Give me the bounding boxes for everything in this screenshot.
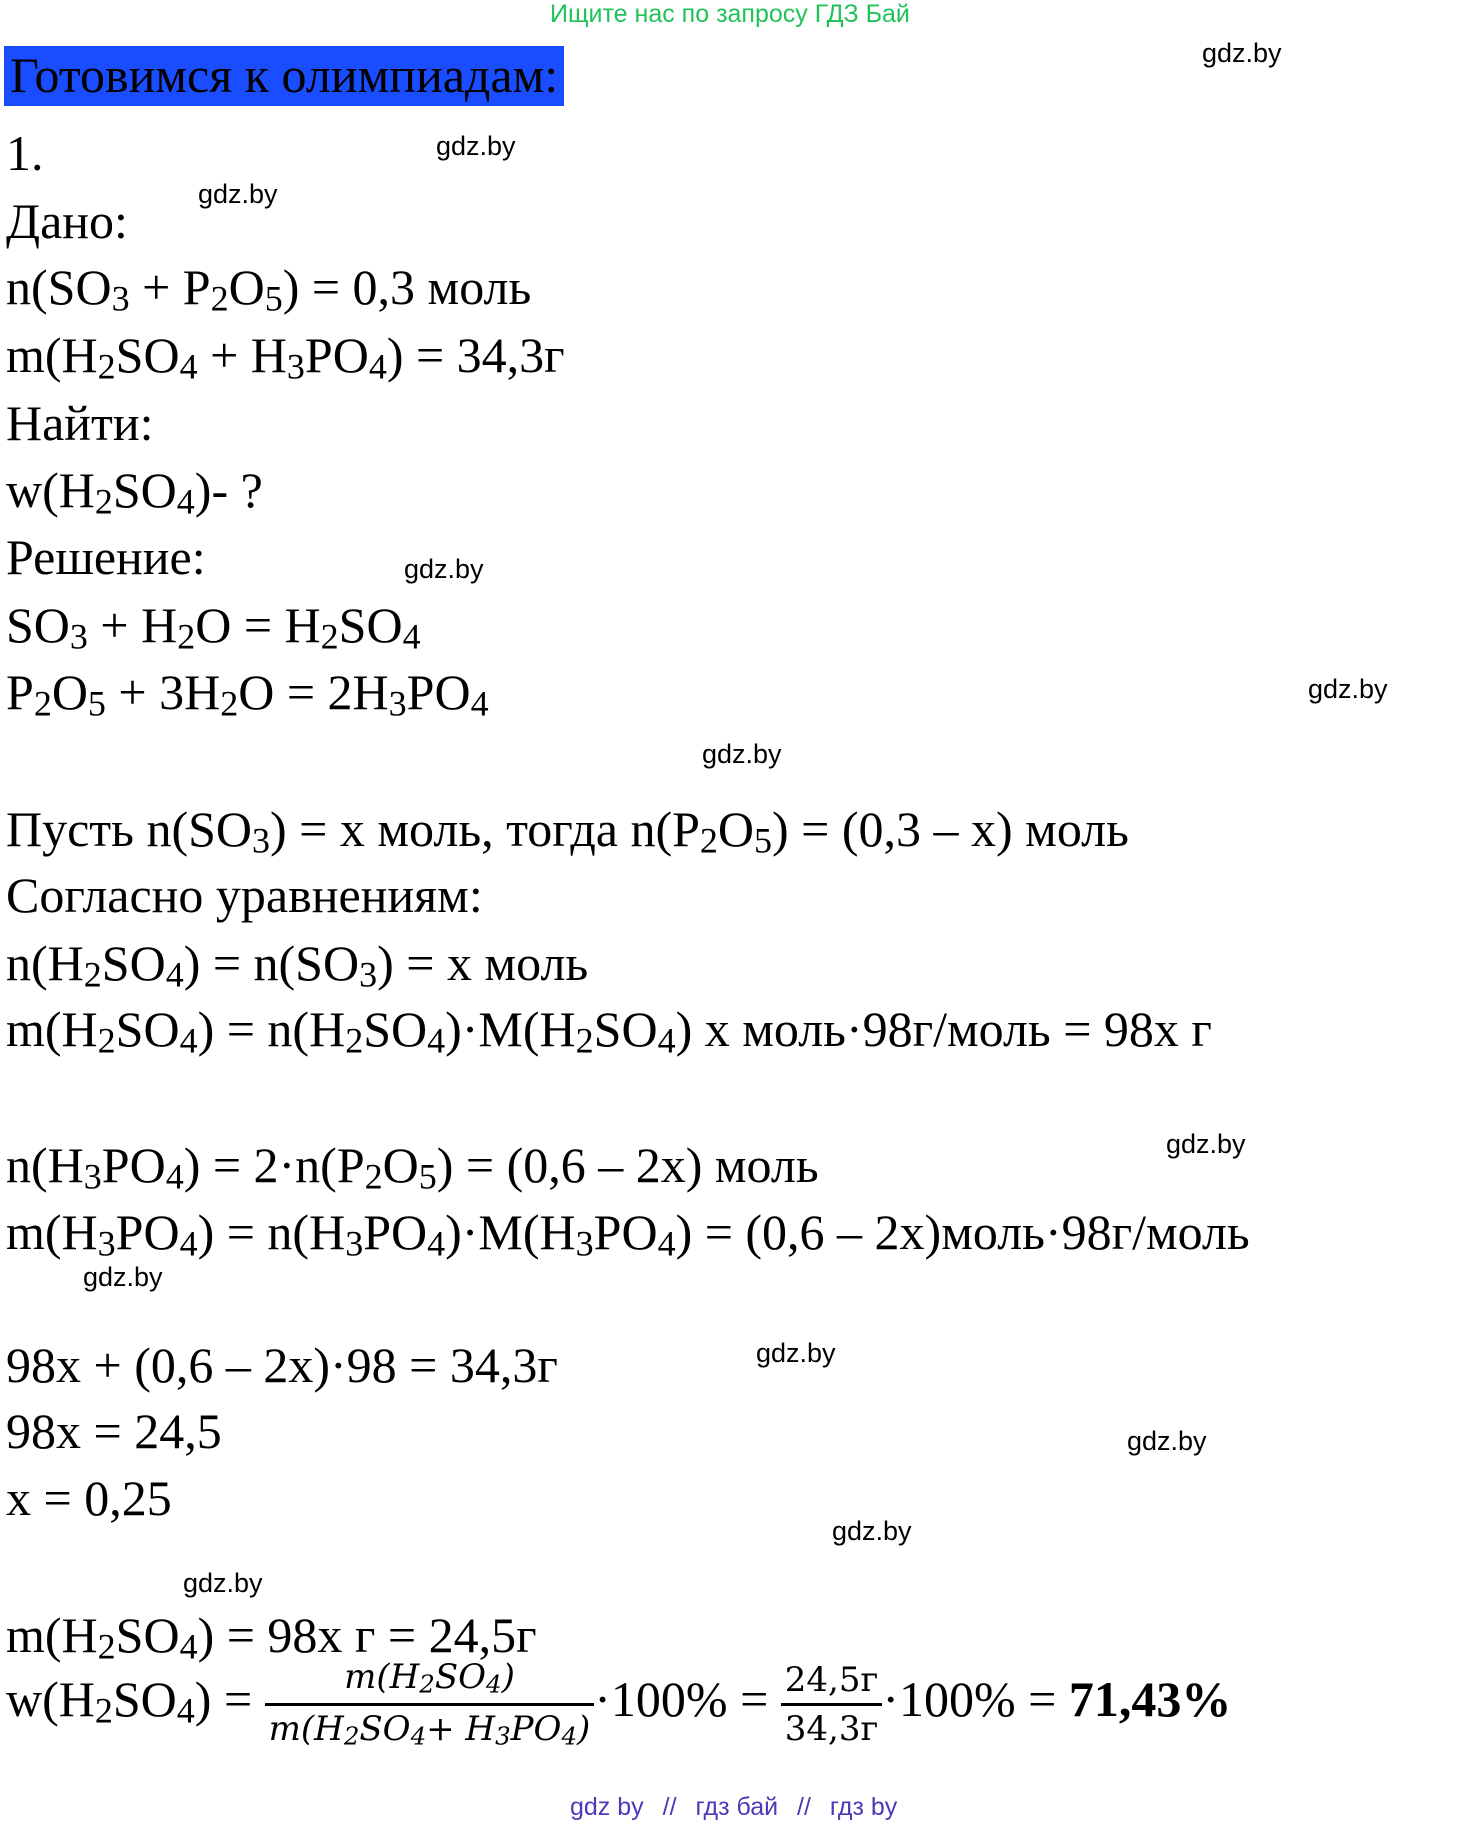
watermark: gdz.by bbox=[702, 739, 782, 769]
given-label: Дано: bbox=[6, 193, 128, 249]
sum-equation: 98x + (0,6 – 2x)·98 = 34,3г bbox=[6, 1337, 558, 1393]
footer-separator: // bbox=[662, 1793, 677, 1821]
footer-link-gdz-by-cyr[interactable]: гдз by bbox=[829, 1793, 898, 1821]
given-line-1: n(SO3 + P2O5) = 0,3 моль bbox=[6, 259, 532, 319]
footer-link-gdz-bai[interactable]: гдз бай bbox=[695, 1793, 779, 1821]
mass-fraction bbox=[265, 1657, 595, 1751]
watermark: gdz.by bbox=[1308, 674, 1388, 704]
value-fraction bbox=[781, 1659, 883, 1749]
find-label: Найти: bbox=[6, 395, 154, 451]
footer-links bbox=[570, 1793, 897, 1822]
m-h2so4-line: m(H2SO4) = n(H2SO4)·M(H2SO4) x моль·98г/моль = 98x г bbox=[6, 1001, 1212, 1061]
final-answer: 71,43% bbox=[1068, 1670, 1232, 1727]
watermark: gdz.by bbox=[183, 1568, 263, 1598]
eq-98x: 98x = 24,5 bbox=[6, 1403, 222, 1459]
solution-label: Решение: bbox=[6, 529, 206, 585]
search-hint-link[interactable]: Ищите нас по запросу ГДЗ Бай bbox=[550, 0, 910, 28]
value-fraction-denominator: 34,3г bbox=[784, 1708, 879, 1749]
value-fraction-numerator: 24,5г bbox=[781, 1663, 883, 1706]
watermark: gdz.by bbox=[198, 179, 278, 209]
n-h2so4-line: n(H2SO4) = n(SO3) = x моль bbox=[6, 935, 589, 995]
m-result-line: m(H2SO4) = 98x г = 24,5г bbox=[6, 1607, 537, 1667]
page-title bbox=[4, 46, 564, 106]
according-label: Согласно уравнениям: bbox=[6, 867, 483, 923]
watermark: gdz.by bbox=[756, 1338, 836, 1368]
equation-2: P2O5 + 3H2O = 2H3PO4 bbox=[6, 664, 489, 724]
m-h3po4-line: m(H3PO4) = n(H3PO4)·M(H3PO4) = (0,6 – 2x)моль·98г/моль bbox=[6, 1204, 1250, 1264]
watermark: gdz.by bbox=[404, 554, 484, 584]
task-number: 1. bbox=[6, 125, 44, 181]
given-line-2: m(H2SO4 + H3PO4) = 34,3г bbox=[6, 327, 565, 387]
footer-link-gdz-by[interactable]: gdz by bbox=[570, 1793, 644, 1821]
mass-fraction-numerator: m(H2SO4) bbox=[265, 1660, 595, 1706]
watermark: gdz.by bbox=[83, 1262, 163, 1292]
watermark: gdz.by bbox=[436, 131, 516, 161]
let-statement: Пусть n(SO3) = x моль, тогда n(P2O5) = (0,3 – x) моль bbox=[6, 801, 1129, 861]
n-h3po4-line: n(H3PO4) = 2·n(P2O5) = (0,6 – 2x) моль bbox=[6, 1137, 819, 1197]
watermark: gdz.by bbox=[1127, 1426, 1207, 1456]
x-value: x = 0,25 bbox=[6, 1470, 172, 1526]
watermark: gdz.by bbox=[1166, 1129, 1246, 1159]
watermark: gdz.by bbox=[832, 1516, 912, 1546]
page-title-text: Готовимся к олимпиадам: bbox=[10, 47, 559, 103]
equation-1: SO3 + H2O = H2SO4 bbox=[6, 597, 421, 657]
watermark: gdz.by bbox=[1202, 38, 1282, 68]
w-result-line: w(H2SO4) = $\frac{m(H2SO4)}{m(H2SO4+ H3PO4)}$ ·100% = $\frac{24,5г}{34,3г}$ ·100% = 71,43% bbox=[6, 1657, 1232, 1751]
mass-fraction-denominator: m(H2SO4+ H3PO4) bbox=[268, 1708, 591, 1751]
find-line-1: w(H2SO4)- ? bbox=[6, 462, 263, 522]
footer-separator: // bbox=[797, 1793, 811, 1821]
